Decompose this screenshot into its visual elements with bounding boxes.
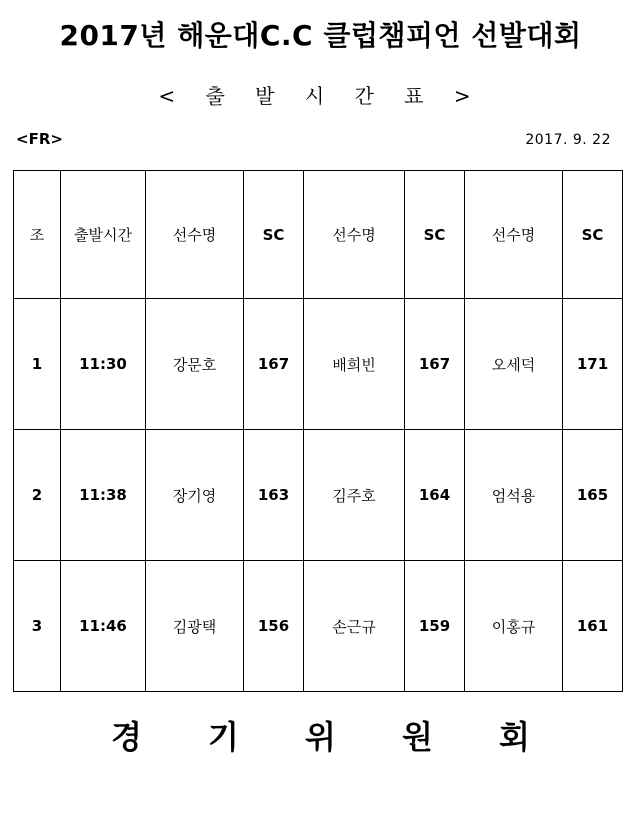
player-name: 김주호 bbox=[304, 430, 405, 561]
player-score: 164 bbox=[405, 430, 465, 561]
player-name: 오세덕 bbox=[465, 299, 563, 430]
player-score: 161 bbox=[563, 561, 623, 692]
player-score: 171 bbox=[563, 299, 623, 430]
header-cell-player-1: 선수명 bbox=[146, 171, 244, 299]
table-header-row bbox=[14, 171, 623, 299]
header-cell-start-time: 출발시간 bbox=[61, 171, 146, 299]
player-score: 165 bbox=[563, 430, 623, 561]
player-score: 163 bbox=[244, 430, 304, 561]
organizer-char: 경 bbox=[111, 718, 142, 756]
organizer-char: 위 bbox=[305, 718, 336, 756]
header-cell-group: 조 bbox=[14, 171, 61, 299]
round-label: <FR> bbox=[16, 130, 63, 148]
player-name: 김광택 bbox=[146, 561, 244, 692]
header-cell-score-3: SC bbox=[563, 171, 623, 299]
player-name: 강문호 bbox=[146, 299, 244, 430]
player-name: 이홍규 bbox=[465, 561, 563, 692]
tee-time-table bbox=[13, 170, 623, 692]
organizer-char: 회 bbox=[499, 718, 530, 756]
table-row bbox=[14, 299, 623, 430]
player-name: 손근규 bbox=[304, 561, 405, 692]
table-row bbox=[14, 561, 623, 692]
player-score: 167 bbox=[405, 299, 465, 430]
group-number: 3 bbox=[14, 561, 61, 692]
header-cell-score-2: SC bbox=[405, 171, 465, 299]
player-name: 배희빈 bbox=[304, 299, 405, 430]
start-time: 11:30 bbox=[61, 299, 146, 430]
organizer-signature bbox=[0, 712, 641, 758]
header-cell-score-1: SC bbox=[244, 171, 304, 299]
start-time: 11:46 bbox=[61, 561, 146, 692]
document-subtitle: < 출 발 시 간 표 > bbox=[158, 84, 483, 108]
player-score: 156 bbox=[244, 561, 304, 692]
header-cell-player-2: 선수명 bbox=[304, 171, 405, 299]
player-score: 167 bbox=[244, 299, 304, 430]
player-name: 엄석용 bbox=[465, 430, 563, 561]
start-time: 11:38 bbox=[61, 430, 146, 561]
organizer-char: 원 bbox=[402, 718, 433, 756]
group-number: 1 bbox=[14, 299, 61, 430]
player-name: 장기영 bbox=[146, 430, 244, 561]
header-cell-player-3: 선수명 bbox=[465, 171, 563, 299]
organizer-char: 기 bbox=[208, 718, 239, 756]
event-date: 2017. 9. 22 bbox=[525, 132, 611, 148]
group-number: 2 bbox=[14, 430, 61, 561]
player-score: 159 bbox=[405, 561, 465, 692]
table-row bbox=[14, 430, 623, 561]
document-title: 2017년 해운대C.C 클럽챔피언 선발대회 bbox=[59, 19, 582, 52]
